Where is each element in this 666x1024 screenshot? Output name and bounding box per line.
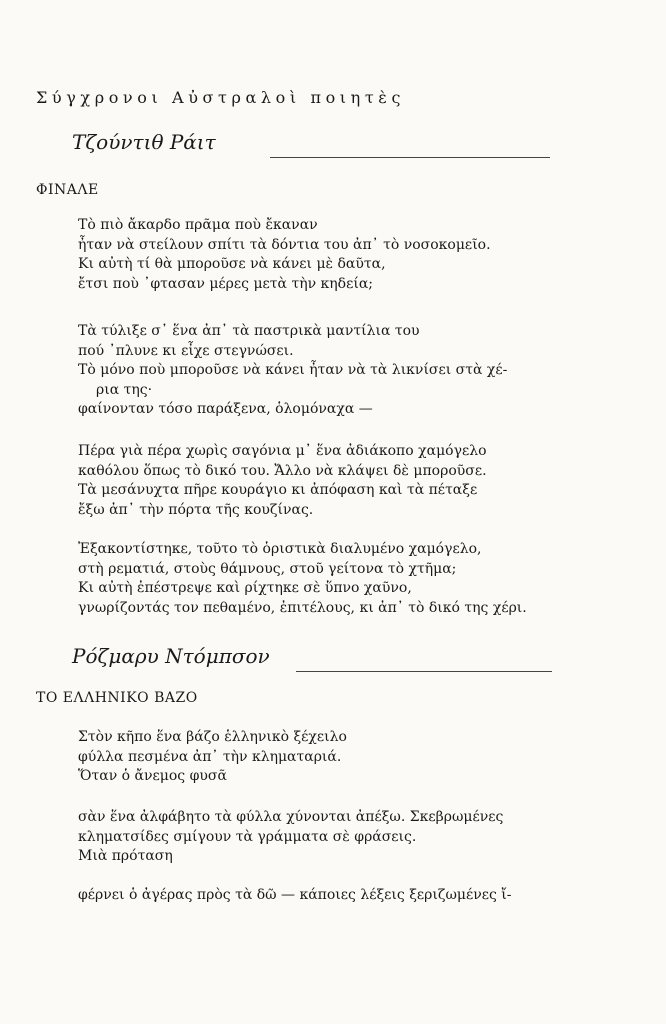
poem-line: Ὅταν ὁ ἄνεμος φυσᾶ bbox=[78, 768, 227, 784]
stanza bbox=[78, 322, 638, 420]
poem-line: ἔτσι ποὺ ᾽φτασαν μέρες μετὰ τὴν κηδεία; bbox=[78, 275, 374, 292]
stanza bbox=[78, 728, 638, 787]
poem-line: γνωρίζοντάς τον πεθαμένο, ἐπιτέλους, κι ἀπ᾽ τὸ δικό της χέρι. bbox=[78, 599, 527, 616]
stanza bbox=[78, 808, 638, 867]
stanza bbox=[78, 540, 638, 618]
poem-title: ΦΙΝΑΛΕ bbox=[36, 182, 99, 198]
poet-heading bbox=[72, 644, 632, 668]
poem-line: φαίνονταν τόσο παράξενα, ὁλομόναχα — bbox=[78, 401, 373, 417]
poet-name: Τζούντιθ Ράιτ bbox=[72, 130, 216, 154]
stanza bbox=[78, 886, 638, 906]
stanza bbox=[78, 442, 638, 520]
poem-line: Τὸ μόνο ποὺ μποροῦσε νὰ κάνει ἦταν νὰ τὰ λικνίσει στὰ χέ- bbox=[78, 362, 508, 378]
poem-line: Ἐξακοντίστηκε, τοῦτο τὸ ὁριστικὰ διαλυμένο χαμόγελο, bbox=[78, 541, 482, 557]
poem-line: σὰν ἕνα ἀλφάβητο τὰ φύλλα χύνονται ἀπέξω. Σκεβρωμένες bbox=[78, 809, 504, 825]
divider-rule bbox=[296, 671, 552, 672]
stanza bbox=[78, 216, 638, 294]
poem-line: ἦταν νὰ στείλουν σπίτι τὰ δόντια του ἀπ᾽ τὸ νοσοκομεῖο. bbox=[78, 236, 491, 253]
poem-line: φύλλα πεσμένα ἀπ᾽ τὴν κληματαριά. bbox=[78, 748, 342, 765]
poem-line-continuation: ρια της· bbox=[96, 381, 153, 398]
poem-line: φέρνει ὁ ἀγέρας πρὸς τὰ δῶ — κάποιες λέξεις ξεριζωμένες ἴ- bbox=[78, 887, 512, 903]
poem-line: κληματσίδες σμίγουν τὰ γράμματα σὲ φράσεις. bbox=[78, 828, 417, 845]
poem-line: Τὸ πιὸ ἄκαρδο πρᾶμα ποὺ ἔκαναν bbox=[78, 217, 318, 233]
poet-name: Ρόζμαρυ Ντόμπσον bbox=[72, 644, 270, 668]
poem-title: ΤΟ ΕΛΛΗΝΙΚΟ ΒΑΖΟ bbox=[36, 690, 198, 706]
poem-line: Πέρα γιὰ πέρα χωρὶς σαγόνια μ᾽ ἕνα ἀδιάκοπο χαμόγελο bbox=[78, 443, 487, 459]
running-head: Σύγχρονοι Αὐστραλοὶ ποιητὲς bbox=[36, 88, 406, 107]
poem-line: Κι αὐτὴ τί θὰ μποροῦσε νὰ κάνει μὲ δαῦτα, bbox=[78, 256, 386, 272]
poet-heading bbox=[72, 130, 632, 154]
poem-line: πού ᾽πλυνε κι εἶχε στεγνώσει. bbox=[78, 342, 294, 359]
poem-line: Μιὰ πρόταση bbox=[78, 848, 173, 864]
poem-line: καθόλου ὅπως τὸ δικό του. Ἄλλο νὰ κλάψει δὲ μποροῦσε. bbox=[78, 462, 487, 479]
poem-line: ἔξω ἀπ᾽ τὴν πόρτα τῆς κουζίνας. bbox=[78, 501, 314, 518]
poem-line: Τὰ μεσάνυχτα πῆρε κουράγιο κι ἀπόφαση καὶ τὰ πέταξε bbox=[78, 482, 478, 498]
poem-line: Στὸν κῆπο ἕνα βάζο ἑλληνικὸ ξέχειλο bbox=[78, 729, 347, 745]
divider-rule bbox=[270, 157, 550, 158]
poem-line: Κι αὐτὴ ἐπέστρεψε καὶ ρίχτηκε σὲ ὕπνο χαῦνο, bbox=[78, 580, 412, 596]
poem-line: Τὰ τύλιξε σ᾽ ἕνα ἀπ᾽ τὰ παστρικὰ μαντίλια του bbox=[78, 323, 420, 339]
poem-line: στὴ ρεματιά, στοὺς θάμνους, στοῦ γείτονα τὸ χτῆμα; bbox=[78, 560, 457, 577]
